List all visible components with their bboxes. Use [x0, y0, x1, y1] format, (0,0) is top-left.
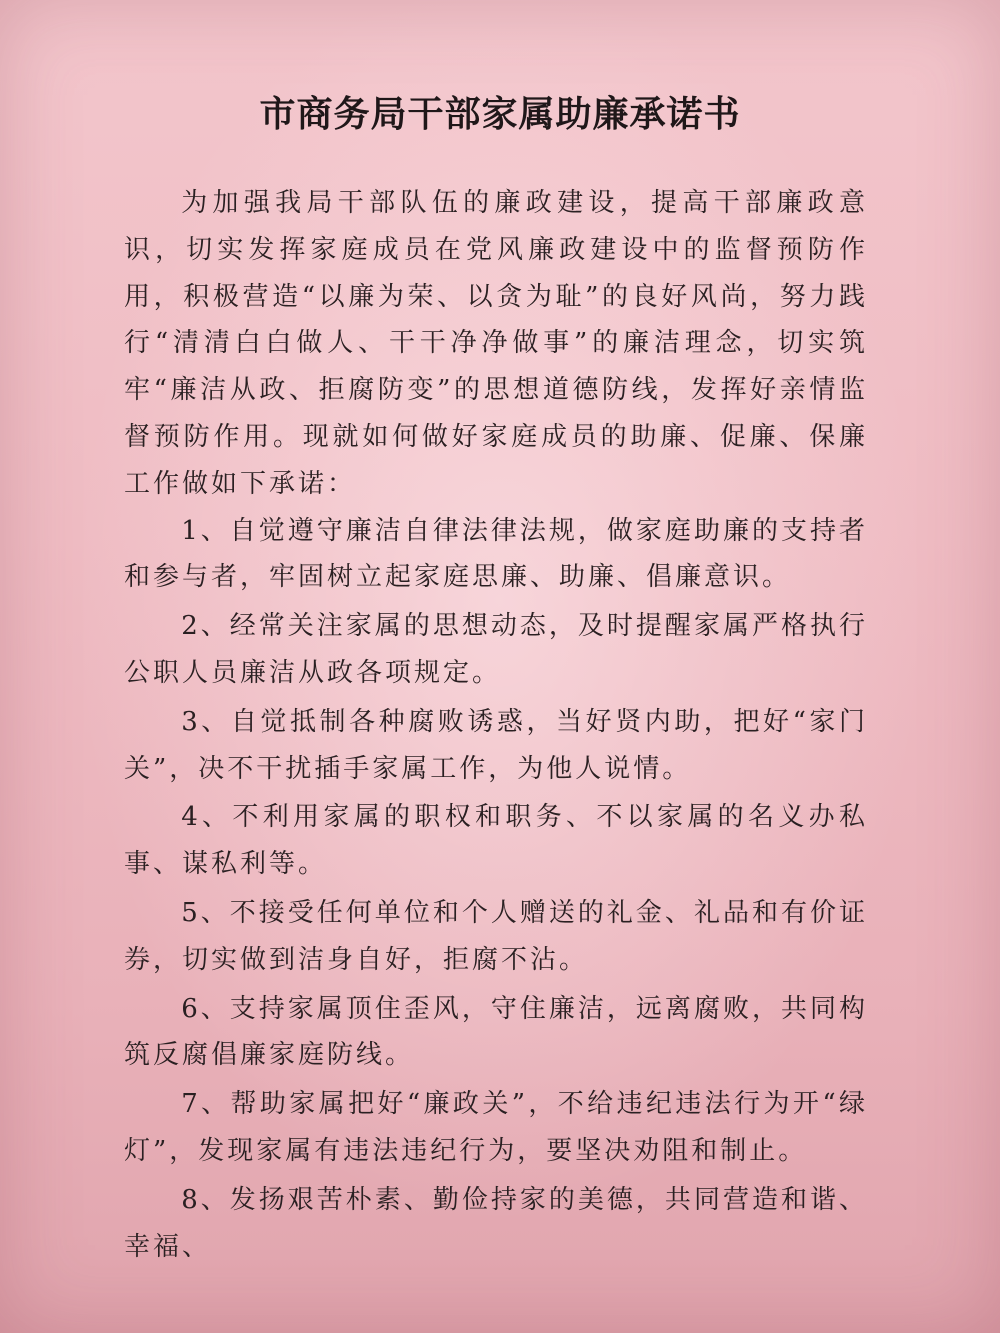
commitment-item-1: 1、自觉遵守廉洁自律法律法规，做家庭助廉的支持者和参与者，牢固树立起家庭思廉、助廉、倡廉意识。	[124, 515, 868, 593]
commitment-item-6: 6、支持家属顶住歪风，守住廉洁，远离腐败，共同构筑反腐倡廉家庭防线。	[124, 993, 868, 1071]
document-body	[124, 180, 868, 1270]
commitment-item-2: 2、经常关注家属的思想动态，及时提醒家属严格执行公职人员廉洁从政各项规定。	[124, 611, 868, 688]
intro-paragraph: 为加强我局干部队伍的廉政建设，提高干部廉政意识，切实发挥家庭成员在党风廉政建设中的监督预防作用，积极营造“以廉为荣、以贪为耻”的良好风尚，努力践行“清清白白做人、干干净净做事”的廉洁理念，切实筑牢“廉洁从政、拒腐防变”的思想道德防线，发挥好亲情监督预防作用。现就如何做好家庭成员的助廉、促廉、保廉工作做如下承诺：	[124, 188, 868, 499]
commitment-item-8: 8、发扬艰苦朴素、勤俭持家的美德，共同营造和谐、幸福、	[124, 1184, 868, 1262]
commitment-item-4: 4、不利用家属的职权和职务、不以家属的名义办私事、谋私利等。	[124, 802, 868, 880]
commitment-item-3: 3、自觉抵制各种腐败诱惑，当好贤内助，把好“家门关”，决不干扰插手家属工作，为他人说情。	[124, 706, 868, 784]
commitment-item-5: 5、不接受任何单位和个人赠送的礼金、礼品和有价证券，切实做到洁身自好，拒腐不沾。	[124, 897, 868, 975]
commitment-item-7: 7、帮助家属把好“廉政关”，不给违纪违法行为开“绿灯”，发现家属有违法违纪行为，要坚决劝阻和制止。	[124, 1089, 868, 1166]
document-title: 市商务局干部家属助廉承诺书	[259, 93, 741, 135]
